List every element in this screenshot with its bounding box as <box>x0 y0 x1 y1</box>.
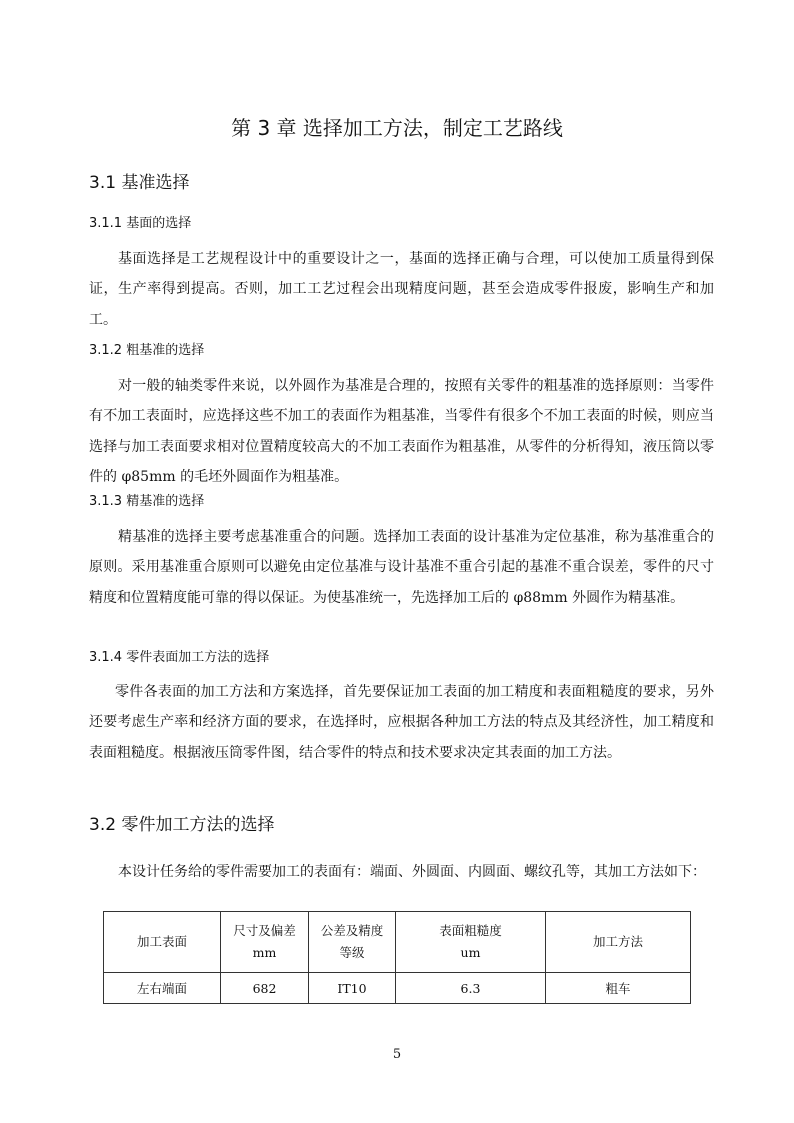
table-cell: 6.3 <box>396 973 546 1004</box>
header-line: 公差及精度 <box>320 923 384 938</box>
header-line: 加工方法 <box>592 934 643 949</box>
table-header-cell <box>221 912 309 973</box>
table-header-cell <box>396 912 546 973</box>
header-line: 尺寸及偏差 <box>233 923 296 938</box>
section-heading-3-1: 3.1 基准选择 <box>89 173 190 193</box>
processing-method-table <box>103 911 691 1004</box>
table-cell: IT10 <box>309 973 396 1004</box>
paragraph-3-1-2: 对一般的轴类零件来说，以外圆作为基准是合理的，按照有关零件的粗基准的选择原则：当零件有不加工表面时，应选择这些不加工的表面作为粗基准，当零件有很多个不加工表面的时候，则应当选择与加工表面要求相对位置精度较高大的不加工表面作为粗基准，从零件的分析得知，液压筒以零件的 φ85mm 的毛坯外圆面作为粗基准。 <box>89 378 714 485</box>
header-line: 表面粗糙度 <box>439 923 502 938</box>
table-row <box>104 973 691 1004</box>
table-cell: 左右端面 <box>104 973 221 1004</box>
paragraph-3-2-intro: 本设计任务给的零件需要加工的表面有：端面、外圆面、内圆面、螺纹孔等，其加工方法如下： <box>118 864 706 880</box>
section-heading-3-2: 3.2 零件加工方法的选择 <box>89 815 275 835</box>
page-number: 5 <box>392 1047 402 1062</box>
table-cell: 粗车 <box>546 973 691 1004</box>
header-line: um <box>460 945 481 960</box>
subsection-heading-3-1-1: 3.1.1 基面的选择 <box>89 216 192 231</box>
table-header-row <box>104 912 691 973</box>
subsection-heading-3-1-2: 3.1.2 粗基准的选择 <box>89 343 205 358</box>
table-header-cell <box>309 912 396 973</box>
table-header-cell <box>104 912 221 973</box>
header-line: 加工表面 <box>136 934 187 949</box>
table-header-cell <box>546 912 691 973</box>
paragraph-3-1-4: 零件各表面的加工方法和方案选择，首先要保证加工表面的加工精度和表面粗糙度的要求，另外还要考虑生产率和经济方面的要求，在选择时，应根据各种加工方法的特点及其经济性，加工精度和表面粗糙度。根据液压筒零件图，结合零件的特点和技术要求决定其表面的加工方法。 <box>89 684 714 761</box>
table-cell: 682 <box>221 973 309 1004</box>
subsection-heading-3-1-4: 3.1.4 零件表面加工方法的选择 <box>89 650 270 665</box>
header-line: mm <box>252 945 277 960</box>
paragraph-3-1-1: 基面选择是工艺规程设计中的重要设计之一，基面的选择正确与合理，可以使加工质量得到保证，生产率得到提高。否则，加工工艺过程会出现精度问题，甚至会造成零件报废，影响生产和加工。 <box>89 251 714 328</box>
paragraph-3-1-3: 精基准的选择主要考虑基准重合的问题。选择加工表面的设计基准为定位基准，称为基准重合的原则。采用基准重合原则可以避免由定位基准与设计基准不重合引起的基准不重合误差，零件的尺寸精度和位置精度能可靠的得以保证。为使基准统一，先选择加工后的 φ88mm 外圆作为精基准。 <box>89 529 714 606</box>
chapter-title: 第 3 章 选择加工方法，制定工艺路线 <box>231 116 563 140</box>
header-line: 等级 <box>339 945 365 960</box>
subsection-heading-3-1-3: 3.1.3 精基准的选择 <box>89 494 205 509</box>
